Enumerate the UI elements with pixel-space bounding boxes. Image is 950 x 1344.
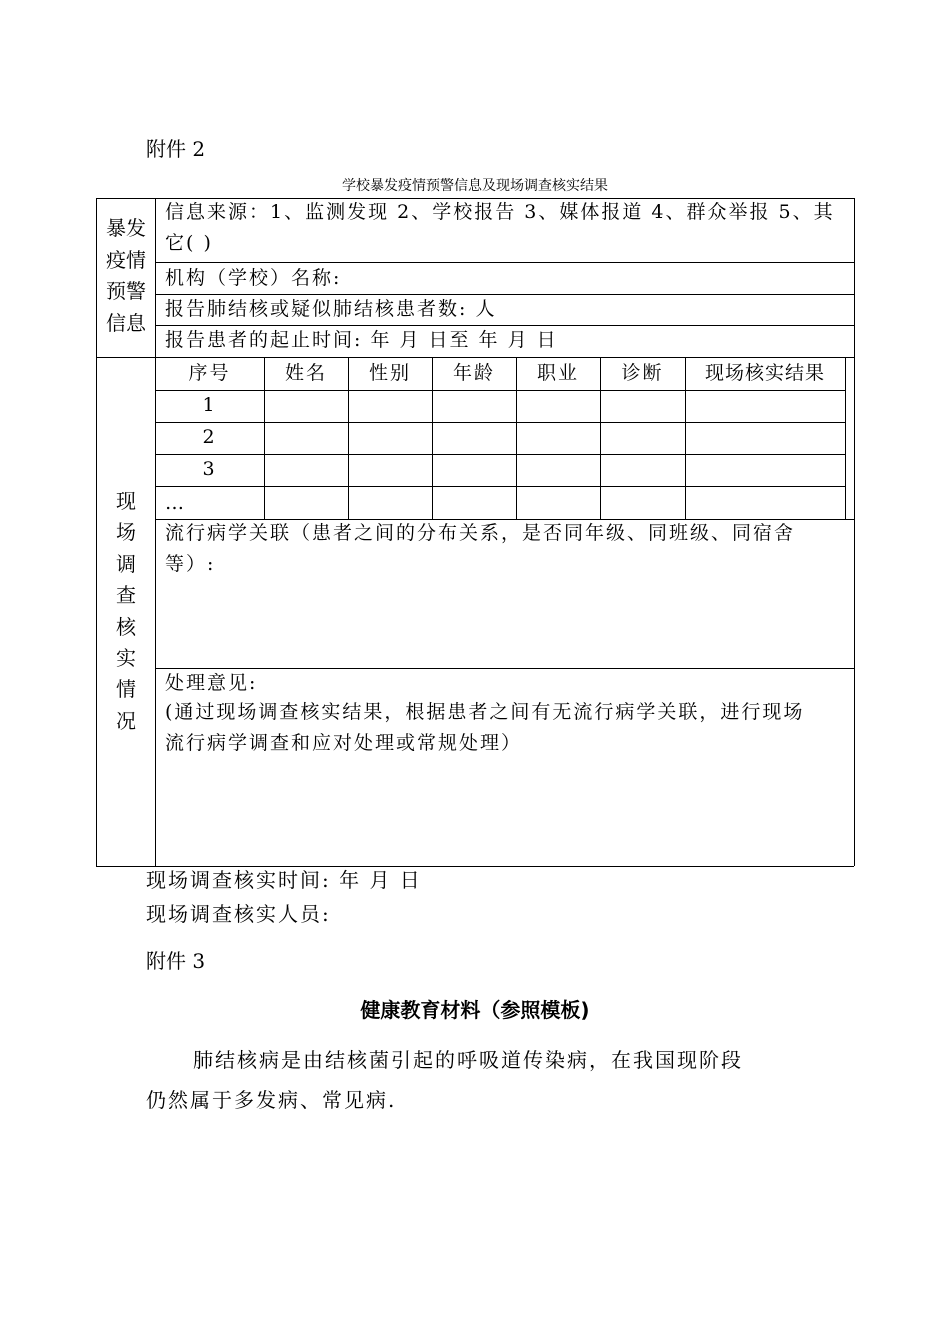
column-header-diagnosis: 诊断 [621,362,664,384]
form-title: 学校暴发疫情预警信息及现场调查核实结果 [342,178,608,194]
warning-info-header-line: 暴发 [106,216,146,240]
field-investigation-header-char: 场 [116,520,136,545]
column-header-occupation: 职业 [536,362,579,384]
material-paragraph-line2: 仍然属于多发病、常见病. [146,1088,397,1112]
opinion-line2: 流行病学调查和应对处理或常规处理） [165,732,523,754]
warning-info-header-line: 信息 [106,310,146,335]
warning-info-header-line: 预警 [106,279,146,303]
attachment-3-label: 附件 3 [146,949,206,973]
column-header-verification-result: 现场核实结果 [704,362,825,384]
field-investigation-header-char: 实 [116,646,136,671]
verify-time: 现场调查核实时间: 年 月 日 [146,868,422,892]
column-header-age: 年龄 [452,362,495,384]
field-investigation-header-char: 现 [116,489,136,513]
school-name-label: 机构（学校）名称: [165,267,342,289]
field-investigation-header-char: 核 [116,614,136,639]
field-investigation-header-char: 调 [116,551,136,576]
table-row-number: … [165,492,186,514]
opinion-line1: (通过现场调查核实结果，根据患者之间有无流行病学关联，进行现场 [165,701,805,723]
material-paragraph-line1: 肺结核病是由结核菌引起的呼吸道传染病，在我国现阶段 [193,1048,743,1072]
info-source-line2: 它( ) [165,232,213,254]
material-title: 健康教育材料（参照模板) [360,998,590,1022]
field-investigation-header-char: 况 [116,708,136,733]
field-investigation-header-char: 情 [116,677,136,702]
warning-info-header-line: 疫情 [106,247,146,272]
attachment-2-label: 附件 2 [146,137,206,161]
epi-link-line1: 流行病学关联（患者之间的分布关系，是否同年级、同班级、同宿舍 [165,522,796,544]
column-header-name: 姓名 [284,362,327,384]
column-header-number: 序号 [188,362,231,384]
report-period-label: 报告患者的起止时间: 年 月 日至 年 月 日 [165,329,558,351]
warning-info-header [98,213,154,339]
field-investigation-header-char: 查 [116,583,136,608]
verify-staff: 现场调查核实人员: [146,902,331,926]
table-row-number: 3 [202,458,217,480]
field-investigation-header [98,486,154,737]
info-source-line1: 信息来源：1、监测发现 2、学校报告 3、媒体报道 4、群众举报 5、其 [165,201,835,223]
opinion-label: 处理意见: [165,672,258,694]
column-header-sex: 性别 [368,362,411,384]
epi-link-line2: 等）: [165,553,216,575]
patient-count-label: 报告肺结核或疑似肺结核患者数: 人 [165,298,497,320]
table-row-number: 2 [202,426,217,448]
table-row-number: 1 [202,394,217,416]
